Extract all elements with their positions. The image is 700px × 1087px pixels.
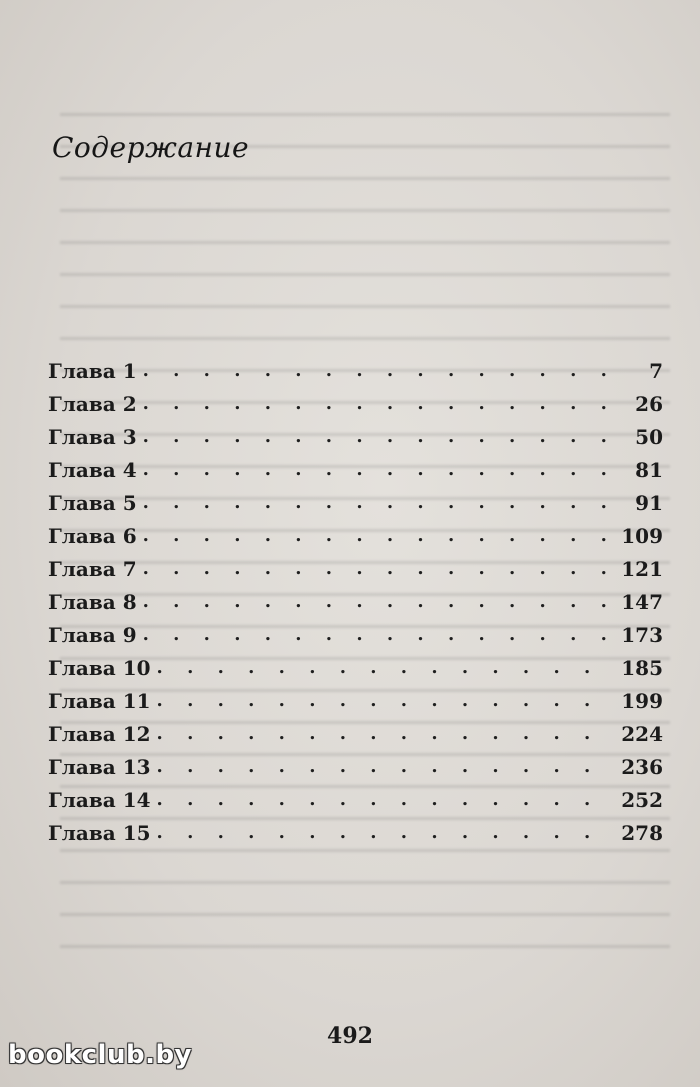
toc-entry-label: Глава 7: [48, 557, 137, 581]
toc-entry: [48, 449, 663, 482]
toc-entry-page: 185: [621, 656, 663, 680]
toc-entry-page: 121: [621, 557, 663, 581]
watermark-logo: bookclub.by: [8, 1040, 193, 1070]
toc-leader-dots: [143, 461, 627, 482]
toc-entry: [48, 416, 663, 449]
toc-entry-page: 7: [649, 359, 663, 383]
toc-title: Содержание: [52, 130, 250, 164]
toc-entry: [48, 614, 663, 647]
toc-entry: [48, 548, 663, 581]
toc-entry-page: 236: [621, 755, 663, 779]
toc-entry: [48, 779, 663, 812]
toc-entry-page: 50: [635, 425, 663, 449]
toc-entry-label: Глава 2: [48, 392, 137, 416]
toc-entry-page: 81: [635, 458, 663, 482]
toc-entry-page: 26: [635, 392, 663, 416]
toc-entry-label: Глава 8: [48, 590, 137, 614]
toc-entry-page: 252: [621, 788, 663, 812]
toc-leader-dots: [143, 560, 616, 581]
toc-entry-label: Глава 12: [48, 722, 151, 746]
toc-entry: [48, 713, 663, 746]
toc-entry: [48, 482, 663, 515]
toc-entry-label: Глава 1: [48, 359, 137, 383]
toc-entry-page: 147: [621, 590, 663, 614]
toc-leader-dots: [157, 824, 616, 845]
toc-leader-dots: [157, 692, 616, 713]
toc-entry: [48, 746, 663, 779]
toc-entry-label: Глава 3: [48, 425, 137, 449]
toc-entry: [48, 647, 663, 680]
toc-entry-page: 91: [635, 491, 663, 515]
toc-entry-label: Глава 9: [48, 623, 137, 647]
toc-leader-dots: [143, 626, 616, 647]
toc-leader-dots: [143, 362, 627, 383]
toc-entry: [48, 812, 663, 845]
toc-entry-page: 224: [621, 722, 663, 746]
toc-entry-label: Глава 10: [48, 656, 151, 680]
toc-entry-page: 199: [621, 689, 663, 713]
toc-entry-label: Глава 4: [48, 458, 137, 482]
toc-entry: [48, 383, 663, 416]
toc-leader-dots: [157, 758, 616, 779]
toc-entry: [48, 581, 663, 614]
toc-leader-dots: [157, 791, 616, 812]
toc-entry-label: Глава 14: [48, 788, 151, 812]
toc-entry-label: Глава 11: [48, 689, 151, 713]
toc-entry-label: Глава 15: [48, 821, 151, 845]
toc-entry-label: Глава 5: [48, 491, 137, 515]
toc-leader-dots: [143, 428, 627, 449]
toc-leader-dots: [143, 593, 616, 614]
toc-entry-label: Глава 6: [48, 524, 137, 548]
toc-entry: [48, 680, 663, 713]
toc-list: [48, 350, 663, 845]
toc-entry-label: Глава 13: [48, 755, 151, 779]
toc-entry-page: 278: [621, 821, 663, 845]
toc-leader-dots: [157, 725, 616, 746]
page-number: 492: [327, 1023, 373, 1049]
toc-entry-page: 173: [621, 623, 663, 647]
toc-entry-page: 109: [621, 524, 663, 548]
toc-entry: [48, 350, 663, 383]
toc-leader-dots: [157, 659, 616, 680]
toc-leader-dots: [143, 395, 627, 416]
toc-leader-dots: [143, 494, 627, 515]
toc-entry: [48, 515, 663, 548]
toc-leader-dots: [143, 527, 616, 548]
